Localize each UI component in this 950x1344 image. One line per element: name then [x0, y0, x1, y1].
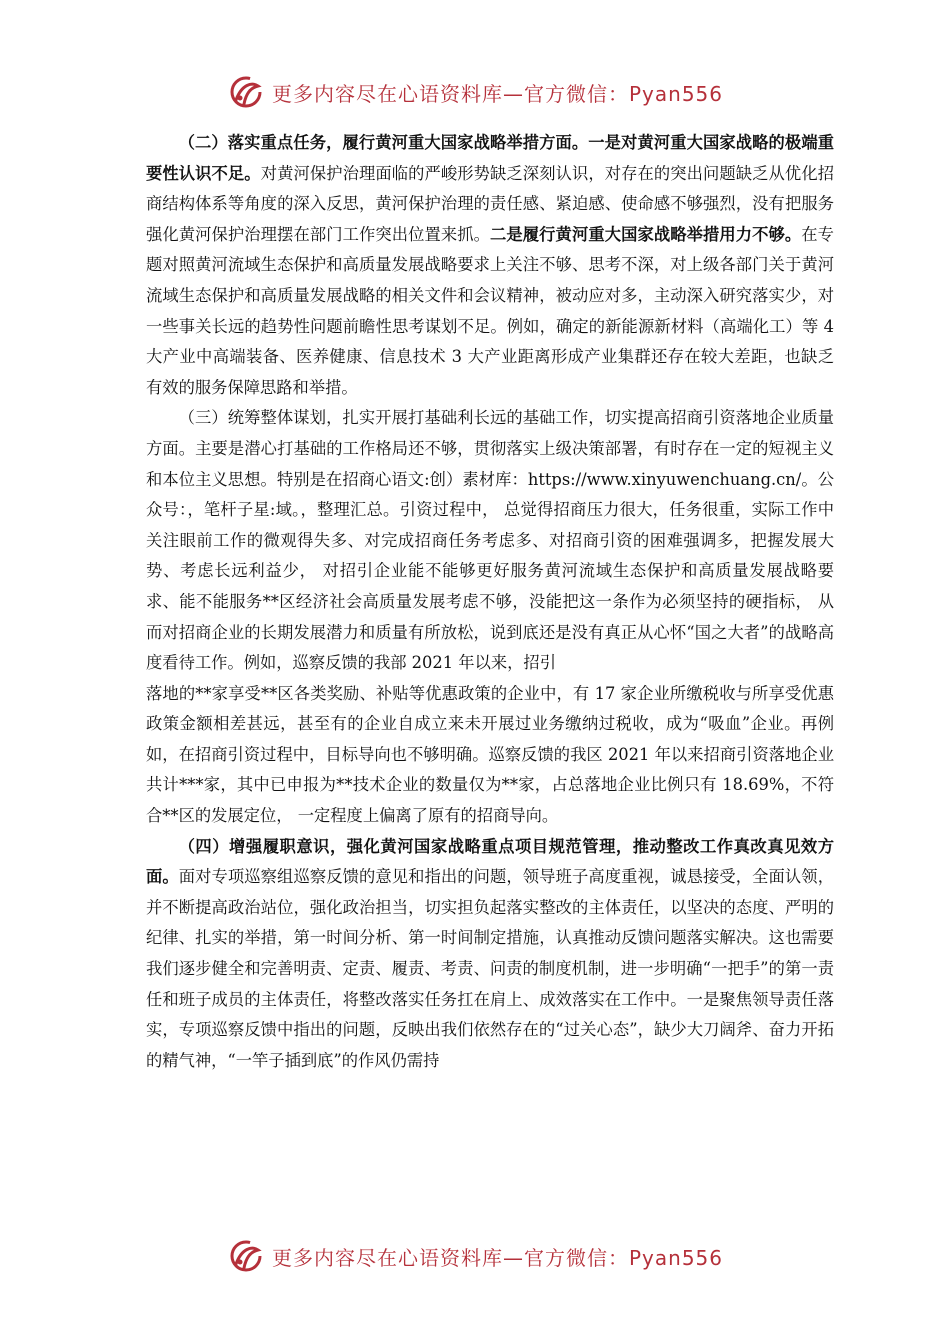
- header-watermark-banner: [228, 72, 728, 112]
- footer-banner-text: 更多内容尽在心语资料库—官方微信：Pyan556: [272, 1245, 724, 1270]
- brush-swirl-logo-icon: [228, 1238, 264, 1274]
- paragraph-4-text: 面对专项巡察组巡察反馈的意见和指出的问题，领导班子高度重视，诚恳接受，全面认领，并不断提高政治站位，强化政治担当，切实担负起落实整改的主体责任，以坚决的态度、严明的纪律、扎实的举措，第一时间分析、第一时间制定措施，认真推动反馈问题落实解决。这也需要我们逐步健全和完善明责、定责、履责、考责、问责的制度机制，进一步明确“一把手”的第一责任和班子成员的主体责任，将整改落实任务扛在肩上、成效落实在工作中。一是聚焦领导责任落实，专项巡察反馈中指出的问题，反映出我们依然存在的“过关心态”，缺少大刀阔斧、奋力开拓的精气神，“一竿子插到底”的作风仍需持: [146, 867, 834, 1070]
- paragraph-2-text-a: 对黄河保护治理面临的严峻形势缺乏深刻认识，对存在的突出问题缺乏从优化招商结构体系等角度的深入反思，黄河保护治理的责任感、紧迫感、使命感不够强烈，没有把服务强化黄河保护治理摆在部门工作突出位置来抓。: [146, 163, 834, 244]
- brush-swirl-logo-icon: [228, 74, 264, 110]
- paragraph-2-bold-point: 二是履行黄河重大国家战略举措用力不够。: [490, 224, 802, 244]
- paragraph-3-text: （三）统筹整体谋划，扎实开展打基础利长远的基础工作，切实提高招商引资落地企业质量方面。主要是潜心打基础的工作格局还不够，贯彻落实上级决策部署，有时存在一定的短视主义和本位主义思想。特别是在招商心语文:创）素材库：https://www.xinyuwenchuang.cn/。公众号：，笔杆子星:域。，整理汇总。引资过程中， 总觉得招商压力很大，任务很重，实际工作中关注眼前工作的微观得失多、对完成招商任务考虑多、对招商引资的困难强调多，把握发展大势、考虑长远利益少， 对招引企业能不能够更好服务黄河流域生态保护和高质量发展战略要求、能不能服务**区经济社会高质量发展考虑不够，没能把这一条作为必须坚持的硬指标， 从而对招商企业的长期发展潜力和质量有所放松，说到底还是没有真正从心怀“国之大者”的战略高度看待工作。例如，巡察反馈的我部 2021 年以来，招引: [146, 408, 834, 673]
- footer-watermark-banner: [228, 1236, 728, 1276]
- paragraph-2: [146, 128, 834, 403]
- paragraph-4-bold-heading: （四）增强履职意识，强化黄河国家战略重点项目规范管理，推动整改工作真改真见效方面。: [146, 836, 834, 887]
- paragraph-4: [146, 832, 834, 1077]
- paragraph-2-text-b: 在专题对照黄河流域生态保护和高质量发展战略要求上关注不够、思考不深，对上级各部门关于黄河流域生态保护和高质量发展战略的相关文件和会议精神，被动应对多，主动深入研究落实少，对一些事关长远的趋势性问题前瞻性思考谋划不足。例如，确定的新能源新材料（高端化工）等 4 大产业中高端装备、医养健康、信息技术 3 大产业距离形成产业集群还存在较大差距，也缺乏有效的服务保障思路和举措。: [146, 224, 834, 397]
- paragraph-3-continued: [146, 679, 834, 832]
- paragraph-3: [146, 403, 834, 678]
- header-banner-text: 更多内容尽在心语资料库—官方微信：Pyan556: [272, 81, 724, 106]
- document-body: [146, 128, 834, 1076]
- paragraph-3-continued-text: 落地的**家享受**区各类奖励、补贴等优惠政策的企业中，有 17 家企业所缴税收与所享受优惠政策金额相差甚远，甚至有的企业自成立来未开展过业务缴纳过税收，成为“吸血”企业。再例如，在招商引资过程中，目标导向也不够明确。巡察反馈的我区 2021 年以来招商引资落地企业共计***家，其中已申报为**技术企业的数量仅为**家，占总落地企业比例只有 18.69%，不符合**区的发展定位， 一定程度上偏离了原有的招商导向。: [146, 683, 834, 826]
- paragraph-2-bold-heading: （二）落实重点任务，履行黄河重大国家战略举措方面。一是对黄河重大国家战略的极端重要性认识不足。: [146, 133, 834, 183]
